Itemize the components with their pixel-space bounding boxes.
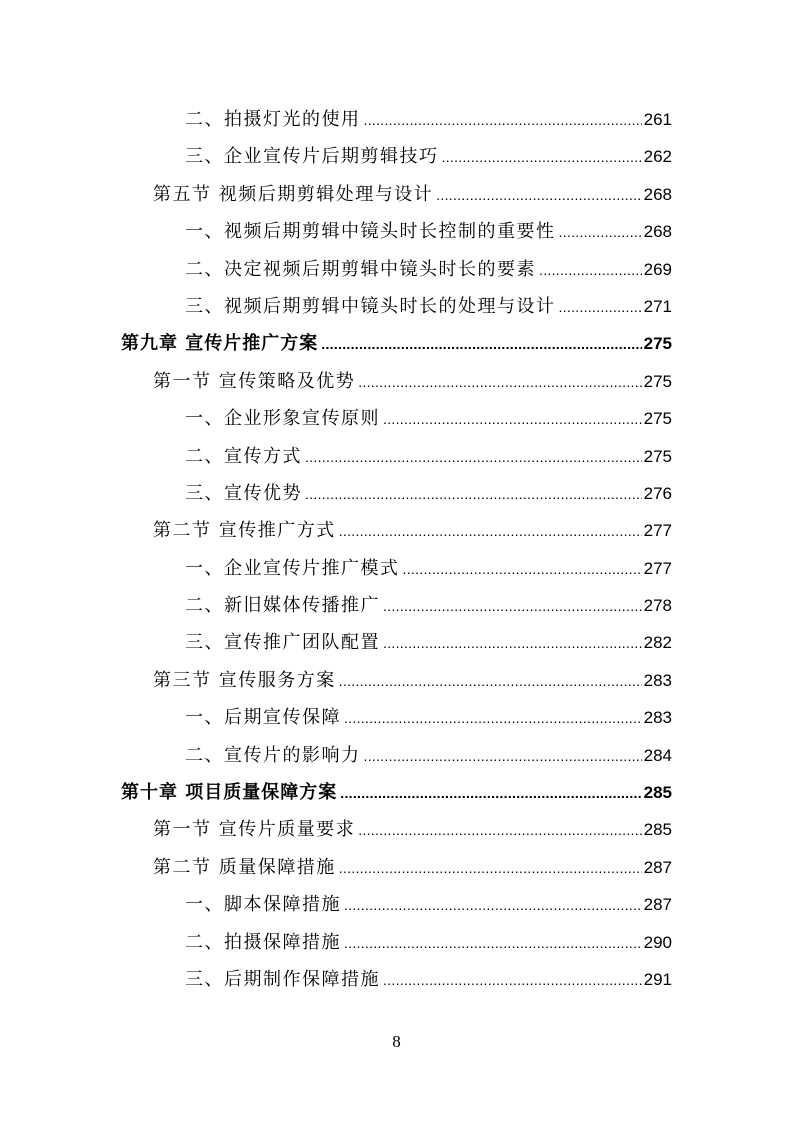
toc-entry-title: 三、视频后期剪辑中镜头时长的处理与设计 — [185, 295, 556, 317]
toc-entry[interactable] — [0, 662, 793, 699]
toc-entry-title: 一、企业宣传片推广模式 — [185, 557, 400, 579]
toc-entry-page: 275 — [643, 334, 672, 354]
dot-leader — [383, 625, 642, 662]
toc-entry-page: 271 — [643, 296, 672, 316]
dot-leader — [305, 439, 642, 476]
toc-entry[interactable] — [0, 438, 793, 475]
dot-leader — [559, 289, 642, 326]
toc-entry[interactable] — [0, 774, 793, 811]
toc-entry[interactable] — [0, 512, 793, 549]
toc-entry-title: 三、企业宣传片后期剪辑技巧 — [185, 146, 439, 168]
dot-leader — [442, 139, 642, 176]
dot-leader — [364, 102, 642, 139]
dot-leader — [344, 700, 642, 737]
toc-entry-title: 一、视频后期剪辑中镜头时长控制的重要性 — [185, 221, 556, 243]
toc-entry[interactable] — [0, 101, 793, 138]
toc-entry[interactable] — [0, 138, 793, 175]
toc-entry-page: 277 — [643, 521, 672, 541]
dot-leader — [358, 364, 641, 401]
toc-entry-title: 一、脚本保障措施 — [185, 894, 341, 916]
toc-entry-page: 287 — [643, 895, 672, 915]
toc-entry-title: 第五节 视频后期剪辑处理与设计 — [153, 183, 434, 205]
toc-entry-page: 290 — [643, 932, 672, 952]
toc-entry-title: 二、决定视频后期剪辑中镜头时长的要素 — [185, 258, 536, 280]
toc-entry-title: 第三节 宣传服务方案 — [153, 669, 336, 691]
toc-entry-page: 268 — [643, 222, 672, 242]
dot-leader — [436, 177, 641, 214]
toc-entry[interactable] — [0, 737, 793, 774]
toc-entry-page: 291 — [643, 969, 672, 989]
toc-entry-page: 285 — [643, 783, 672, 803]
toc-entry[interactable] — [0, 213, 793, 250]
table-of-contents — [0, 101, 793, 998]
toc-entry[interactable] — [0, 849, 793, 886]
dot-leader — [539, 252, 642, 289]
toc-entry-title: 二、宣传片的影响力 — [185, 744, 361, 766]
toc-entry[interactable] — [0, 587, 793, 624]
toc-entry-page: 277 — [643, 558, 672, 578]
dot-leader — [358, 812, 641, 849]
dot-leader — [321, 326, 641, 363]
toc-entry[interactable] — [0, 475, 793, 512]
toc-entry-title: 第一节 宣传片质量要求 — [153, 819, 356, 841]
toc-entry-page: 268 — [643, 184, 672, 204]
toc-entry[interactable] — [0, 400, 793, 437]
toc-entry-title: 一、企业形象宣传原则 — [185, 408, 380, 430]
dot-leader — [339, 513, 642, 550]
toc-entry-page: 283 — [643, 670, 672, 690]
toc-entry-page: 284 — [643, 745, 672, 765]
dot-leader — [383, 401, 642, 438]
toc-entry-page: 269 — [643, 259, 672, 279]
toc-entry[interactable] — [0, 924, 793, 961]
toc-entry-title: 三、后期制作保障措施 — [185, 968, 380, 990]
toc-entry[interactable] — [0, 886, 793, 923]
dot-leader — [339, 850, 642, 887]
toc-entry-page: 262 — [643, 147, 672, 167]
toc-entry-page: 283 — [643, 708, 672, 728]
toc-entry-title: 三、宣传优势 — [185, 482, 302, 504]
dot-leader — [559, 214, 642, 251]
toc-entry[interactable] — [0, 961, 793, 998]
toc-entry-title: 第九章 宣传片推广方案 — [121, 333, 319, 355]
toc-entry[interactable] — [0, 288, 793, 325]
toc-entry-title: 二、宣传方式 — [185, 445, 302, 467]
toc-entry-page: 287 — [643, 857, 672, 877]
toc-entry-title: 二、拍摄灯光的使用 — [185, 109, 361, 130]
dot-leader — [403, 551, 642, 588]
toc-entry-page: 261 — [643, 110, 672, 129]
toc-entry-title: 第二节 宣传推广方式 — [153, 520, 336, 542]
toc-entry-title: 第二节 质量保障措施 — [153, 856, 336, 878]
dot-leader — [305, 476, 642, 513]
toc-entry[interactable] — [0, 251, 793, 288]
page-number: 8 — [392, 1032, 401, 1051]
toc-entry-title: 二、新旧媒体传播推广 — [185, 595, 380, 617]
dot-leader — [383, 962, 642, 999]
toc-entry-page: 278 — [643, 596, 672, 616]
toc-entry-page: 276 — [643, 483, 672, 503]
toc-entry[interactable] — [0, 176, 793, 213]
toc-entry-title: 第十章 项目质量保障方案 — [121, 782, 338, 804]
toc-entry[interactable] — [0, 325, 793, 362]
toc-entry-page: 285 — [643, 820, 672, 840]
toc-entry-page: 282 — [643, 633, 672, 653]
toc-entry-page: 275 — [643, 409, 672, 429]
toc-entry-title: 第一节 宣传策略及优势 — [153, 370, 356, 392]
toc-entry-page: 275 — [643, 446, 672, 466]
toc-entry[interactable] — [0, 550, 793, 587]
toc-entry[interactable] — [0, 699, 793, 736]
dot-leader — [340, 775, 641, 812]
dot-leader — [364, 738, 642, 775]
toc-entry[interactable] — [0, 363, 793, 400]
dot-leader — [344, 925, 642, 962]
toc-entry-title: 二、拍摄保障措施 — [185, 931, 341, 953]
toc-entry-page: 275 — [643, 371, 672, 391]
dot-leader — [344, 887, 642, 924]
toc-entry[interactable] — [0, 811, 793, 848]
toc-entry-title: 一、后期宣传保障 — [185, 707, 341, 729]
toc-entry-title: 三、宣传推广团队配置 — [185, 632, 380, 654]
toc-entry[interactable] — [0, 624, 793, 661]
dot-leader — [383, 588, 642, 625]
dot-leader — [339, 663, 642, 700]
